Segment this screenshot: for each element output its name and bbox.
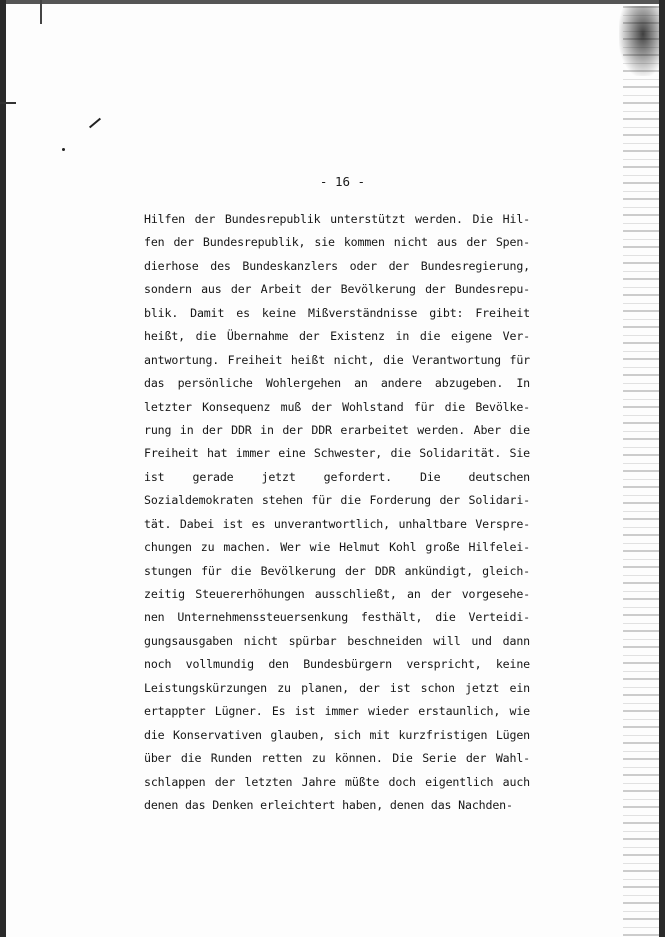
text-line: fen der Bundesrepublik, sie kommen nicht aus der Spen-: [144, 235, 530, 250]
stray-pen-mark: [89, 118, 101, 129]
text-line: stungen für die Bevölkerung der DDR ankündigt, gleich-: [144, 563, 530, 578]
text-line: Hilfen der Bundesrepublik unterstützt werden. Die Hil-: [144, 212, 530, 226]
text-line: Leistungskürzungen zu planen, der ist schon jetzt ein: [144, 680, 530, 695]
scan-border-top: [0, 0, 665, 4]
text-line: schlappen der letzten Jahre müßte doch eigentlich auch: [144, 774, 530, 789]
scan-smudge-right: [623, 0, 661, 937]
page-number: - 16 -: [319, 174, 366, 189]
text-line: letzter Konsequenz muß der Wohlstand für die Bevölke-: [144, 399, 530, 414]
text-line: über die Runden retten zu können. Die Serie der Wahl-: [144, 751, 530, 766]
scan-border-right: [659, 0, 665, 937]
scan-frame-mark: [0, 102, 16, 104]
scan-smudge-top-right: [619, 6, 659, 76]
body-text: [144, 208, 530, 817]
text-line: ist gerade jetzt gefordert. Die deutschen: [144, 469, 530, 484]
text-line: heißt, die Übernahme der Existenz in die eigene Ver-: [144, 329, 530, 344]
text-line: denen das Denken erleichtert haben, denen das Nachden-: [144, 797, 513, 812]
text-line: ertappter Lügner. Es ist immer wieder erstaunlich, wie: [144, 704, 530, 719]
text-line: die Konservativen glauben, sich mit kurzfristigen Lügen: [144, 727, 530, 742]
text-line: zeitig Steuererhöhungen ausschließt, an der vorgesehe-: [144, 587, 530, 601]
text-line: nen Unternehmenssteuersenkung festhält, die Verteidi-: [144, 610, 530, 625]
stray-dot-mark: [62, 148, 65, 151]
text-line: dierhose des Bundeskanzlers oder der Bundesregierung,: [144, 258, 530, 273]
text-line: Sozialdemokraten stehen für die Forderung der Solidari-: [144, 493, 530, 508]
text-line: sondern aus der Arbeit der Bevölkerung der Bundesrepu-: [144, 282, 530, 297]
text-line: rung in der DDR in der DDR erarbeitet werden. Aber die: [144, 422, 530, 437]
text-line: blik. Damit es keine Mißverständnisse gibt: Freiheit: [144, 305, 530, 320]
scan-border-left: [0, 0, 6, 937]
text-line: antwortung. Freiheit heißt nicht, die Verantwortung für: [144, 352, 530, 367]
scan-artifact-mark: [40, 0, 42, 24]
text-line: noch vollmundig den Bundesbürgern verspricht, keine: [144, 657, 530, 672]
text-line: gungsausgaben nicht spürbar beschneiden will und dann: [144, 633, 530, 648]
text-line: Freiheit hat immer eine Schwester, die Solidarität. Sie: [144, 446, 530, 461]
text-line: chungen zu machen. Wer wie Helmut Kohl große Hilfelei-: [144, 540, 530, 555]
text-line: tät. Dabei ist es unverantwortlich, unhaltbare Verspre-: [144, 516, 530, 531]
text-line: das persönliche Wohlergehen an andere abzugeben. In: [144, 376, 530, 391]
